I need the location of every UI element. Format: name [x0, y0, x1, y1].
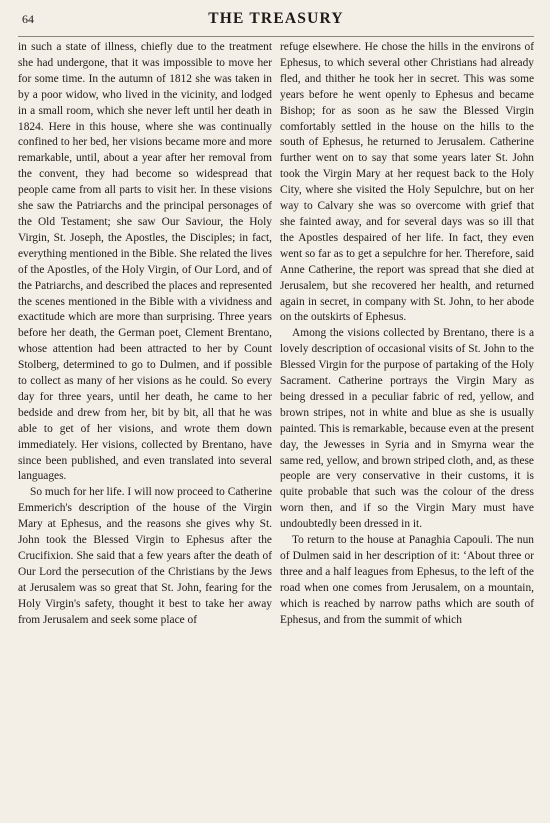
text-columns — [18, 40, 534, 629]
right-column — [280, 40, 534, 629]
paragraph: refuge elsewhere. He chose the hills in the environs of Ephesus, to which several other Christians had already fled, and thither he took her in secret. This was some years before he went openly to Ephesus and became Bishop; for as soon as he saw the Blessed Virgin comfortably settled in the house on the hills to the south of Ephesus, he returned to Jerusalem. Catherine further went on to say that some years later St. John took the Virgin Mary at her request back to the Holy City, where she visited the Holy Sepulchre, but on her way to Calvary she was so overcome with grief that she fainted away, and for several days was so ill that the Apostles despaired of her life. In fact, they even went so far as to get a sepulchre for her. Therefore, said Anne Catherine, the report was spread that she died at Jerusalem, but she recovered her health, and returned again in secret, in company with St. John, to her abode on the outskirts of Ephesus. — [280, 41, 534, 324]
journal-title: THE TREASURY — [208, 10, 344, 27]
left-column — [18, 40, 272, 629]
running-head — [18, 8, 534, 37]
paragraph: in such a state of illness, chiefly due to the treatment she had undergone, that it was impossible to move her for some time. In the autumn of 1812 she was taken in by a poor widow, who lived in the vicinity, and lodged in a small room, which she never left until her death in 1824. Here in this house, where she was continually confined to her bed, her visions became more and more remarkable, until, about a year after her removal from the convent, they had become so widespread that people came from all parts to visit her. In these visions she saw the Patriarchs and the principal personages of the Old Testament; she saw Our Saviour, the Holy Virgin, St. Joseph, the Apostles, the Disciples; in fact, everything mentioned in the Bible. She related the lives of the Apostles, of the Holy Virgin, of Our Lord, and of the Patriarchs, and described the places and represented the scenes mentioned in the Bible with a vividness and exactitude which are more than surprising. Three years before her death, the German poet, Clement Brentano, whose attention had been attracted to her by Count Stolberg, determined to go to Dulmen, and if possible to collect as many of her visions as he could. So every day for three years, until her death, he came to her bedside and drew from her, bit by bit, all that he was able to get of her visions, and wrote them down immediately. Her visions, collected by Brentano, have since been published, and even translated into several languages. — [18, 41, 272, 483]
paragraph: So much for her life. I will now proceed to Catherine Emmerich's description of the house of the Virgin Mary at Ephesus, and the reasons she gives why St. John took the Blessed Virgin to Ephesus after the Crucifixion. She said that a few years after the death of Our Lord the persecution of the Christians by the Jews at Jerusalem was so great that St. John, fearing for the Holy Virgin's safety, thought it best to take her away from Jerusalem and seek some place of — [18, 486, 272, 626]
paragraph: Among the visions collected by Brentano, there is a lovely description of occasional visits of St. John to the Blessed Virgin for the purpose of partaking of the Holy Sacrament. Catherine portrays the Virgin Mary as being dressed in a peculiar fabric of red, yellow, and brown stripes, not in white and blue as she is usually painted. This is remarkable, because even at the present day, the Jewesses in Syria and in Smyrna wear the same red, yellow, and brown striped cloth, and, as these people are very conservative in their customs, it is quite probable that such was the colour of the dress worn then, and if so the Virgin Mary must have undoubtedly been dressed in it. — [280, 327, 534, 531]
page-number: 64 — [22, 12, 34, 26]
paragraph: To return to the house at Panaghia Capouli. The nun of Dulmen said in her description of it: ‘About three or three and a half leagues from Ephesus, to the left of the road when one comes from Jerusalem, on a mountain, which is reached by narrow paths which are south of Ephesus, and from the summit of which — [280, 534, 534, 626]
